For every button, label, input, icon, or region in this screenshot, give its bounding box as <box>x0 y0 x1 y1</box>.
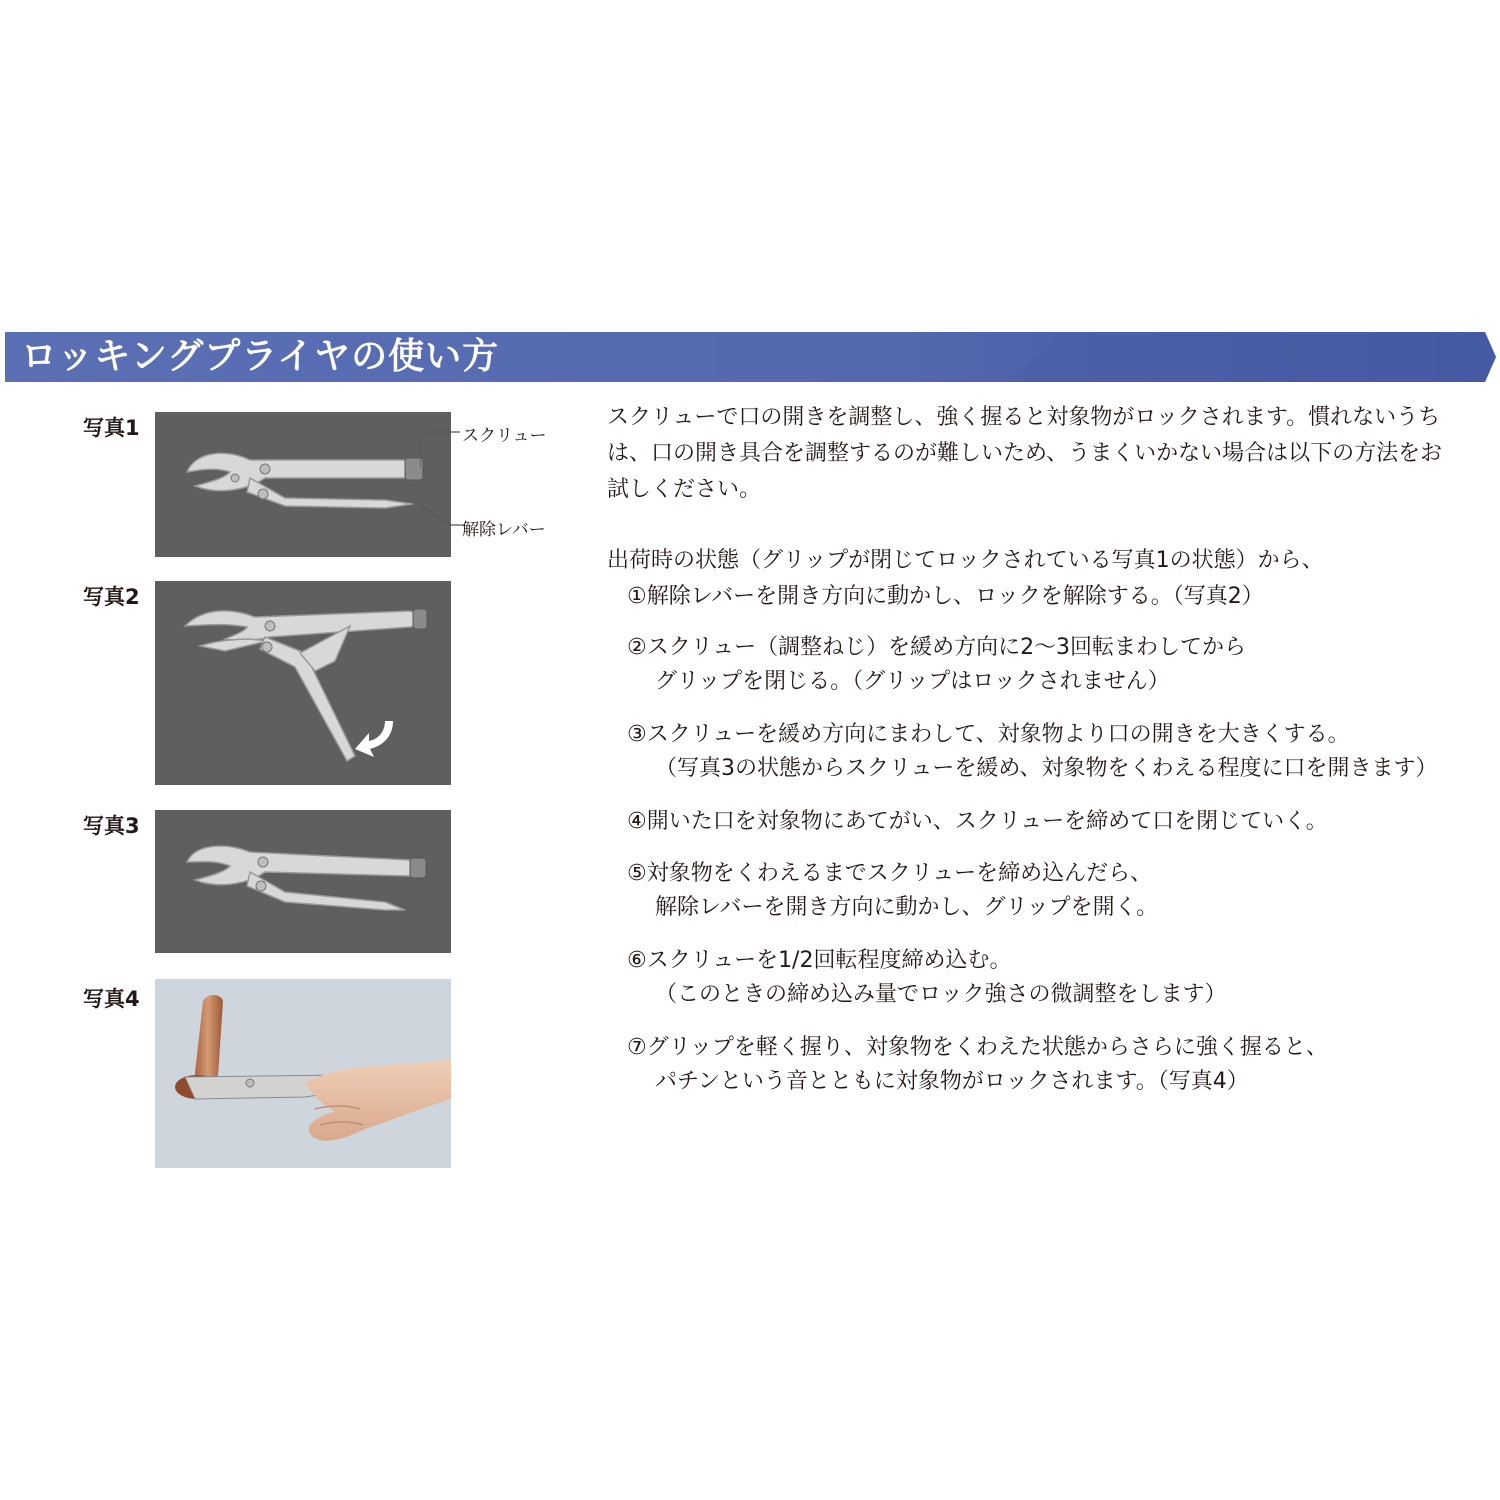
intro-paragraph: スクリューで口の開きを調整し、強く握ると対象物がロックされます。慣れないうちは、口の開き具合を調整するのが難しいため、うまくいかない場合は以下の方法をお試しください。 <box>607 405 1443 502</box>
step-2-line-2: グリップを閉じる。（グリップはロックされません） <box>655 669 1170 694</box>
photo-4-label: 写真4 <box>83 987 140 1011</box>
initial-state-text: 出荷時の状態（グリップが閉じてロックされている写真1の状態）から、 <box>607 548 1324 573</box>
step-2 <box>627 631 1246 699</box>
step-4-text: ④開いた口を対象物にあてがい、スクリューを締めて口を閉じていく。 <box>627 809 1328 834</box>
step-6-line-1: ⑥スクリューを1/2回転程度締め込む。 <box>627 948 1012 973</box>
step-1 <box>627 580 1264 614</box>
callout-lines <box>420 425 465 540</box>
photo-4-image <box>155 979 451 1168</box>
section-header-banner <box>5 332 1496 382</box>
photo-2-label: 写真2 <box>83 585 140 609</box>
step-2-line-1: ②スクリュー（調整ねじ）を緩め方向に2～3回転まわしてから <box>627 635 1247 660</box>
step-6-line-2: （このときの締め込み量でロック強さの微調整をします） <box>655 982 1227 1007</box>
photo-3-label: 写真3 <box>83 814 140 838</box>
step-7 <box>627 1031 1328 1099</box>
step-6 <box>627 944 1227 1012</box>
step-5-line-1: ⑤対象物をくわえるまでスクリューを締め込んだら、 <box>627 861 1153 886</box>
lever-callout-label: 解除レバー <box>462 520 546 540</box>
arrow-icon <box>355 721 393 757</box>
step-5-line-2: 解除レバーを開き方向に動かし、グリップを開く。 <box>655 895 1159 920</box>
photo-1-image <box>155 412 451 557</box>
step-7-line-2: パチンという音とともに対象物がロックされます。（写真4） <box>655 1069 1249 1094</box>
step-7-line-1: ⑦グリップを軽く握り、対象物をくわえた状態からさらに強く握ると、 <box>627 1035 1328 1060</box>
step-1-text: ①解除レバーを開き方向に動かし、ロックを解除する。（写真2） <box>627 584 1264 609</box>
step-4 <box>627 805 1328 839</box>
step-3-line-2: （写真3の状態からスクリューを緩め、対象物をくわえる程度に口を開きます） <box>655 756 1438 781</box>
page-title: ロッキングプライヤの使い方 <box>21 336 500 377</box>
screw-callout-label: スクリュー <box>462 426 547 446</box>
step-3 <box>627 718 1437 786</box>
step-3-line-1: ③スクリューを緩め方向にまわして、対象物より口の開きを大きくする。 <box>627 722 1350 747</box>
photo-1-label: 写真1 <box>83 416 140 440</box>
step-5 <box>627 857 1158 925</box>
photo-2-image <box>155 581 451 785</box>
photo-3-image <box>155 810 451 953</box>
